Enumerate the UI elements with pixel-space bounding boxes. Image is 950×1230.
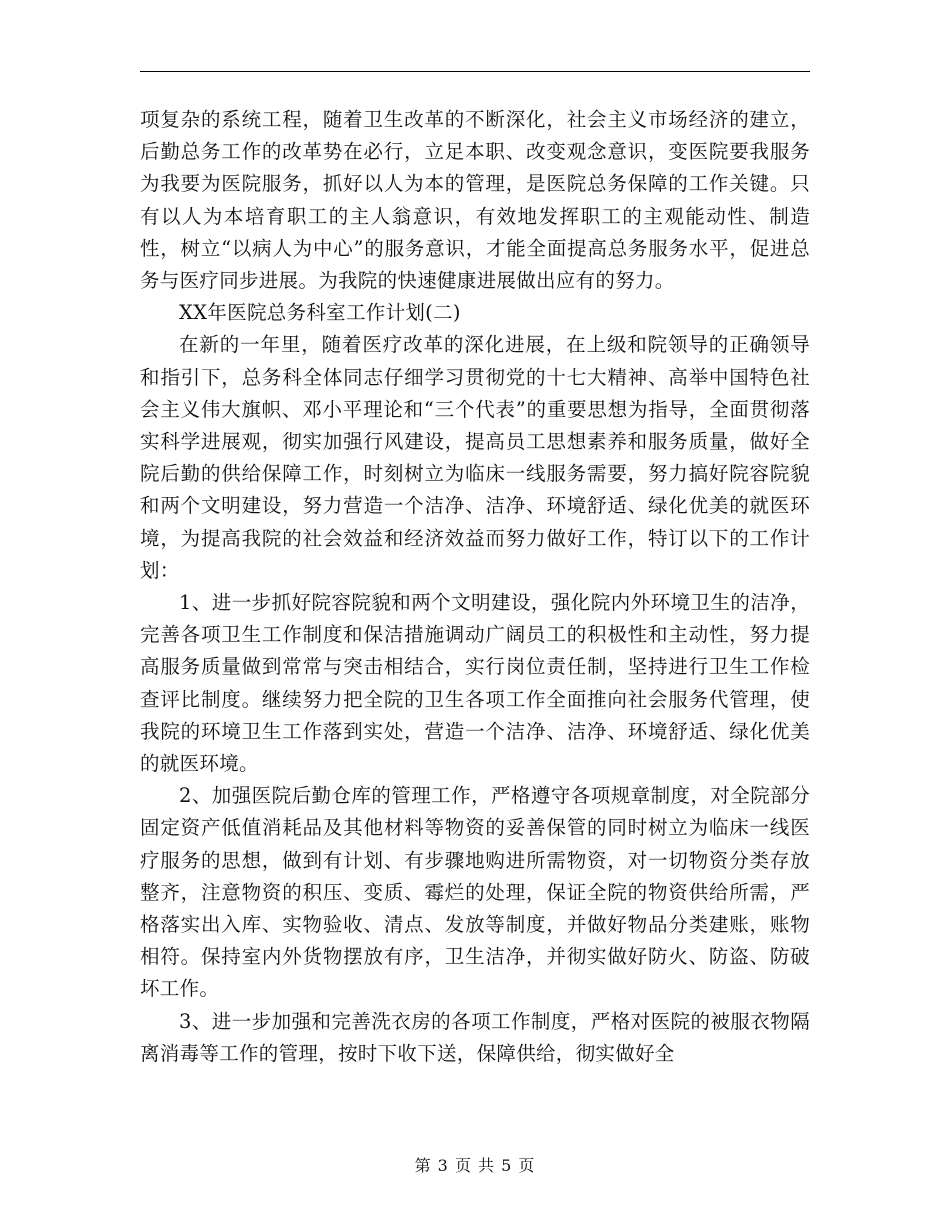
section-title: XX年医院总务科室工作计划(二): [179, 301, 461, 325]
paragraph-item-1: 1、进一步抓好院容院貌和两个文明建设，强化院内外环境卫生的洁净，完善各项卫生工作制度和保洁措施调动广阔员工的积极性和主动性，努力提高服务质量做到常常与突击相结合，实行岗位责任制，坚持进行卫生工作检查评比制度。继续努力把全院的卫生各项工作全面推向社会服务代管理，使我院的环境卫生工作落到实处，营造一个洁净、洁净、环境舒适、绿化优美的就医环境。: [140, 591, 810, 776]
paragraph-continued: 项复杂的系统工程，随着卫生改革的不断深化，社会主义市场经济的建立，后勤总务工作的改革势在必行，立足本职、改变观念意识，变医院要我服务为我要为医院服务，抓好以人为本的管理，是医院总务保障的工作关键。只有以人为本培育职工的主人翁意识，有效地发挥职工的主观能动性、制造性，树立“以病人为中心”的服务意识，才能全面提高总务服务水平，促进总务与医疗同步进展。为我院的快速健康进展做出应有的努力。: [140, 108, 810, 293]
paragraph-intro: 在新的一年里，随着医疗改革的深化进展，在上级和院领导的正确领导和指引下，总务科全体同志仔细学习贯彻党的十七大精神、高举中国特色社会主义伟大旗帜、邓小平理论和“三个代表”的重要思想为指导，全面贯彻落实科学进展观，彻实加强行风建设，提高员工思想素养和服务质量，做好全院后勤的供给保障工作，时刻树立为临床一线服务需要，努力搞好院容院貌和两个文明建设，努力营造一个洁净、洁净、环境舒适、绿化优美的就医环境，为提高我院的社会效益和经济效益而努力做好工作，特订以下的工作计划：: [140, 333, 810, 582]
page-number-footer: 第 3 页 共 5 页: [414, 1156, 536, 1175]
paragraph-item-2: 2、加强医院后勤仓库的管理工作，严格遵守各项规章制度，对全院部分固定资产低值消耗品及其他材料等物资的妥善保管的同时树立为临床一线医疗服务的思想，做到有计划、有步骤地购进所需物资，对一切物资分类存放整齐，注意物资的积压、变质、霉烂的处理，保证全院的物资供给所需，严格落实出入库、实物验收、清点、发放等制度，并做好物品分类建账，账物相符。保持室内外货物摆放有序，卫生洁净，并彻实做好防火、防盗、防破坏工作。: [140, 784, 810, 1001]
header-rule: [140, 71, 810, 72]
paragraph-item-3: 3、进一步加强和完善洗衣房的各项工作制度，严格对医院的被服衣物隔离消毒等工作的管理，按时下收下送，保障供给，彻实做好全: [140, 1009, 810, 1065]
document-body: [140, 104, 810, 1070]
